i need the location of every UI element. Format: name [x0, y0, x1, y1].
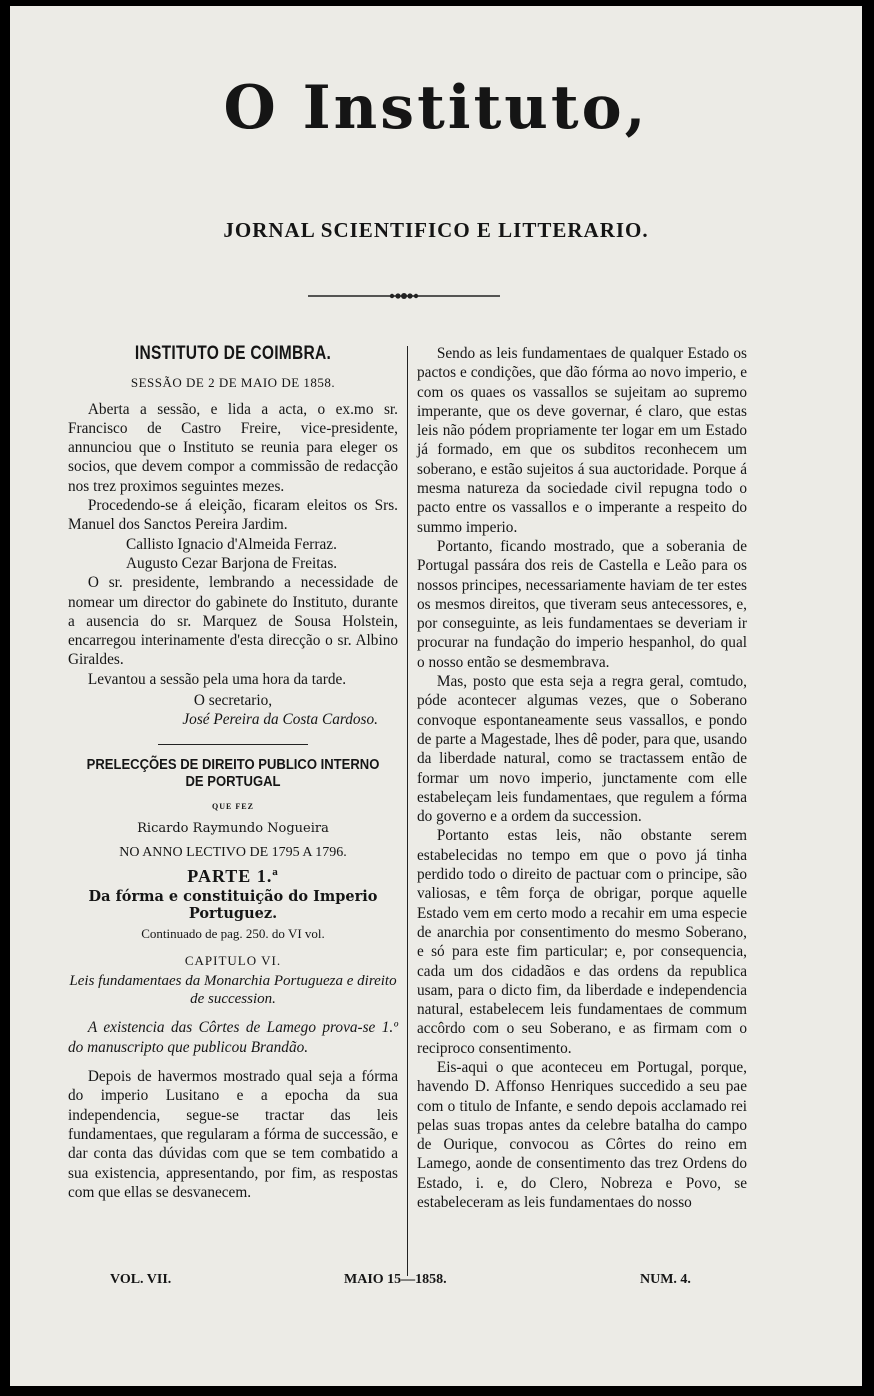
chapter-heading: CAPITULO VI.: [184, 953, 282, 969]
body-paragraph: Portanto, ficando mostrado, que a soberania de Portugal passára dos reis de Castella e Leão para os nossos principes, necessariamente haviam de ter estes os mesmos direitos, que tiveram seus antecessores, e, por conseguinte, as leis fundamentaes se deveriam ir procurar na fundação do imperio hespanhol, do qual o nosso então se desmembrava.: [417, 537, 747, 671]
body-paragraph: Sendo as leis fundamentaes de qualquer Estado os pactos e condições, que dão fórma ao novo imperio, e com os quaes os vassallos se sujeitam ao supremo imperante, que os deve governar, é claro, que estas leis não pódem propriamente ter logar em um Estado já formado, em que os subditos reconhecem um soberano, e estão sujeitos á sua auctoridade. Porque á mesma natureza da sociedade civil repugna todo o pacto entre os vassallos e o imperante a respeito do summo imperio.: [417, 345, 747, 536]
lecture-title: PRELECÇÕES DE DIREITO PUBLICO INTERNO DE PORTUGAL: [86, 756, 380, 790]
continued-note: Continuado de pag. 250. do VI vol.: [141, 925, 325, 941]
secretary-signature: José Pereira da Costa Cardoso.: [182, 711, 378, 729]
newspaper-page: [10, 6, 862, 1386]
author-name: Ricardo Raymundo Nogueira: [137, 820, 329, 836]
chapter-note: A existencia das Côrtes de Lamego prova-se 1.º do manuscripto que publicou Brandão.: [68, 1019, 398, 1056]
session-date: SESSÃO DE 2 DE MAIO DE 1858.: [130, 375, 336, 391]
academic-year: NO ANNO LECTIVO DE 1795 A 1796.: [119, 845, 347, 861]
minutes-paragraph: O sr. presidente, lembrando a necessidade de nomear um director do gabinete do Instituto, durante a ausencia do sr. Marquez de Sousa Holstein, encarregou interinamente d'esta direcção o sr. Albino Giraldes.: [68, 574, 398, 669]
ornament-divider: [308, 292, 500, 300]
footer-volume: VOL. VII.: [110, 1272, 172, 1287]
footer-date: MAIO 15—1858.: [344, 1272, 447, 1287]
section-rule: [158, 744, 308, 745]
que-fez-label: QUE FEZ: [212, 801, 254, 811]
body-paragraph: Portanto estas leis, não obstante serem estabelecidas no tempo em que o povo já tinha perdido todo o direito de pactuar com o principe, são valiosas, e têm força de obrigar, porque aquelle Estado vem em certo modo a recahir em uma especie de anarchia por consentimento do mesmo Soberano, e só para este fim particular; e, por consequencia, cada um dos cidadãos e das ordens da republica usam, para o dicto fim, da liberdade e independencia natural, estabelecem leis fundamentaes de commum accôrdo com o seu Soberano, e as firmam com o reciproco consentimento.: [417, 827, 747, 1057]
masthead-subtitle: JORNAL SCIENTIFICO E LITTERARIO.: [223, 218, 649, 242]
chapter-title: Leis fundamentaes da Monarchia Portugueza e direito de succession.: [69, 973, 397, 1008]
section-title: INSTITUTO DE COIMBRA.: [134, 343, 332, 364]
minutes-paragraph: Procedendo-se á eleição, ficaram eleitos os Srs. Manuel dos Sanctos Pereira Jardim.: [68, 497, 398, 534]
elected-member: Augusto Cezar Barjona de Freitas.: [126, 554, 338, 572]
secretary-label: O secretario,: [193, 692, 273, 710]
body-paragraph: Depois de havermos mostrado qual seja a fórma do imperio Lusitano e a epocha da sua independencia, segue-se tractar das leis fundamentaes, que regularam a fórma de successão, e dar conta das dúvidas com que se tem combatido a sua existencia, appresentando, por fim, as respostas com que ellas se desvanecem.: [68, 1068, 398, 1201]
body-paragraph: Eis-aqui o que aconteceu em Portugal, porque, havendo D. Affonso Henriques succedido a seu pae com o titulo de Infante, e sendo depois acclamado rei pelas suas tropas antes da celebre batalha do campo de Ourique, convocou as Côrtes do reino em Lamego, aonde de consentimento das trez Ordens do Estado, i. e, do Clero, Nobreza e Povo, se estabeleceram as leis fundamentaes do nosso: [417, 1058, 747, 1212]
masthead-title: O Instituto,: [223, 73, 649, 143]
part-heading: PARTE 1.ª: [187, 865, 279, 886]
left-column: [68, 344, 398, 1202]
right-column: [417, 344, 747, 1212]
minutes-paragraph: Aberta a sessão, e lida a acta, o ex.mo sr. Francisco de Castro Freire, vice-presidente, annunciou que o Instituto se reunia para eleger os socios, que devem compor a commissão de redacção nos trez proximos seguintes mezes.: [68, 400, 398, 495]
body-paragraph: Mas, posto que esta seja a regra geral, comtudo, póde acontecer algumas vezes, que o Soberano convoque espontaneamente seus vassallos, e pondo de parte a Magestade, lhes dê poder, para que, usando da liberdade natural, como se tractassem então de formar um novo imperio, junctamente com elle estabeleçam leis fundamentaes, que regulem a fórma do governo e a ordem da succession.: [417, 673, 747, 826]
column-divider: [407, 346, 408, 1276]
footer-number: NUM. 4.: [640, 1272, 691, 1287]
part-title: Da fórma e constituição do Imperio Portuguez.: [88, 887, 378, 922]
elected-member: Callisto Ignacio d'Almeida Ferraz.: [126, 535, 337, 553]
minutes-paragraph: Levantou a sessão pela uma hora da tarde.: [87, 670, 347, 688]
